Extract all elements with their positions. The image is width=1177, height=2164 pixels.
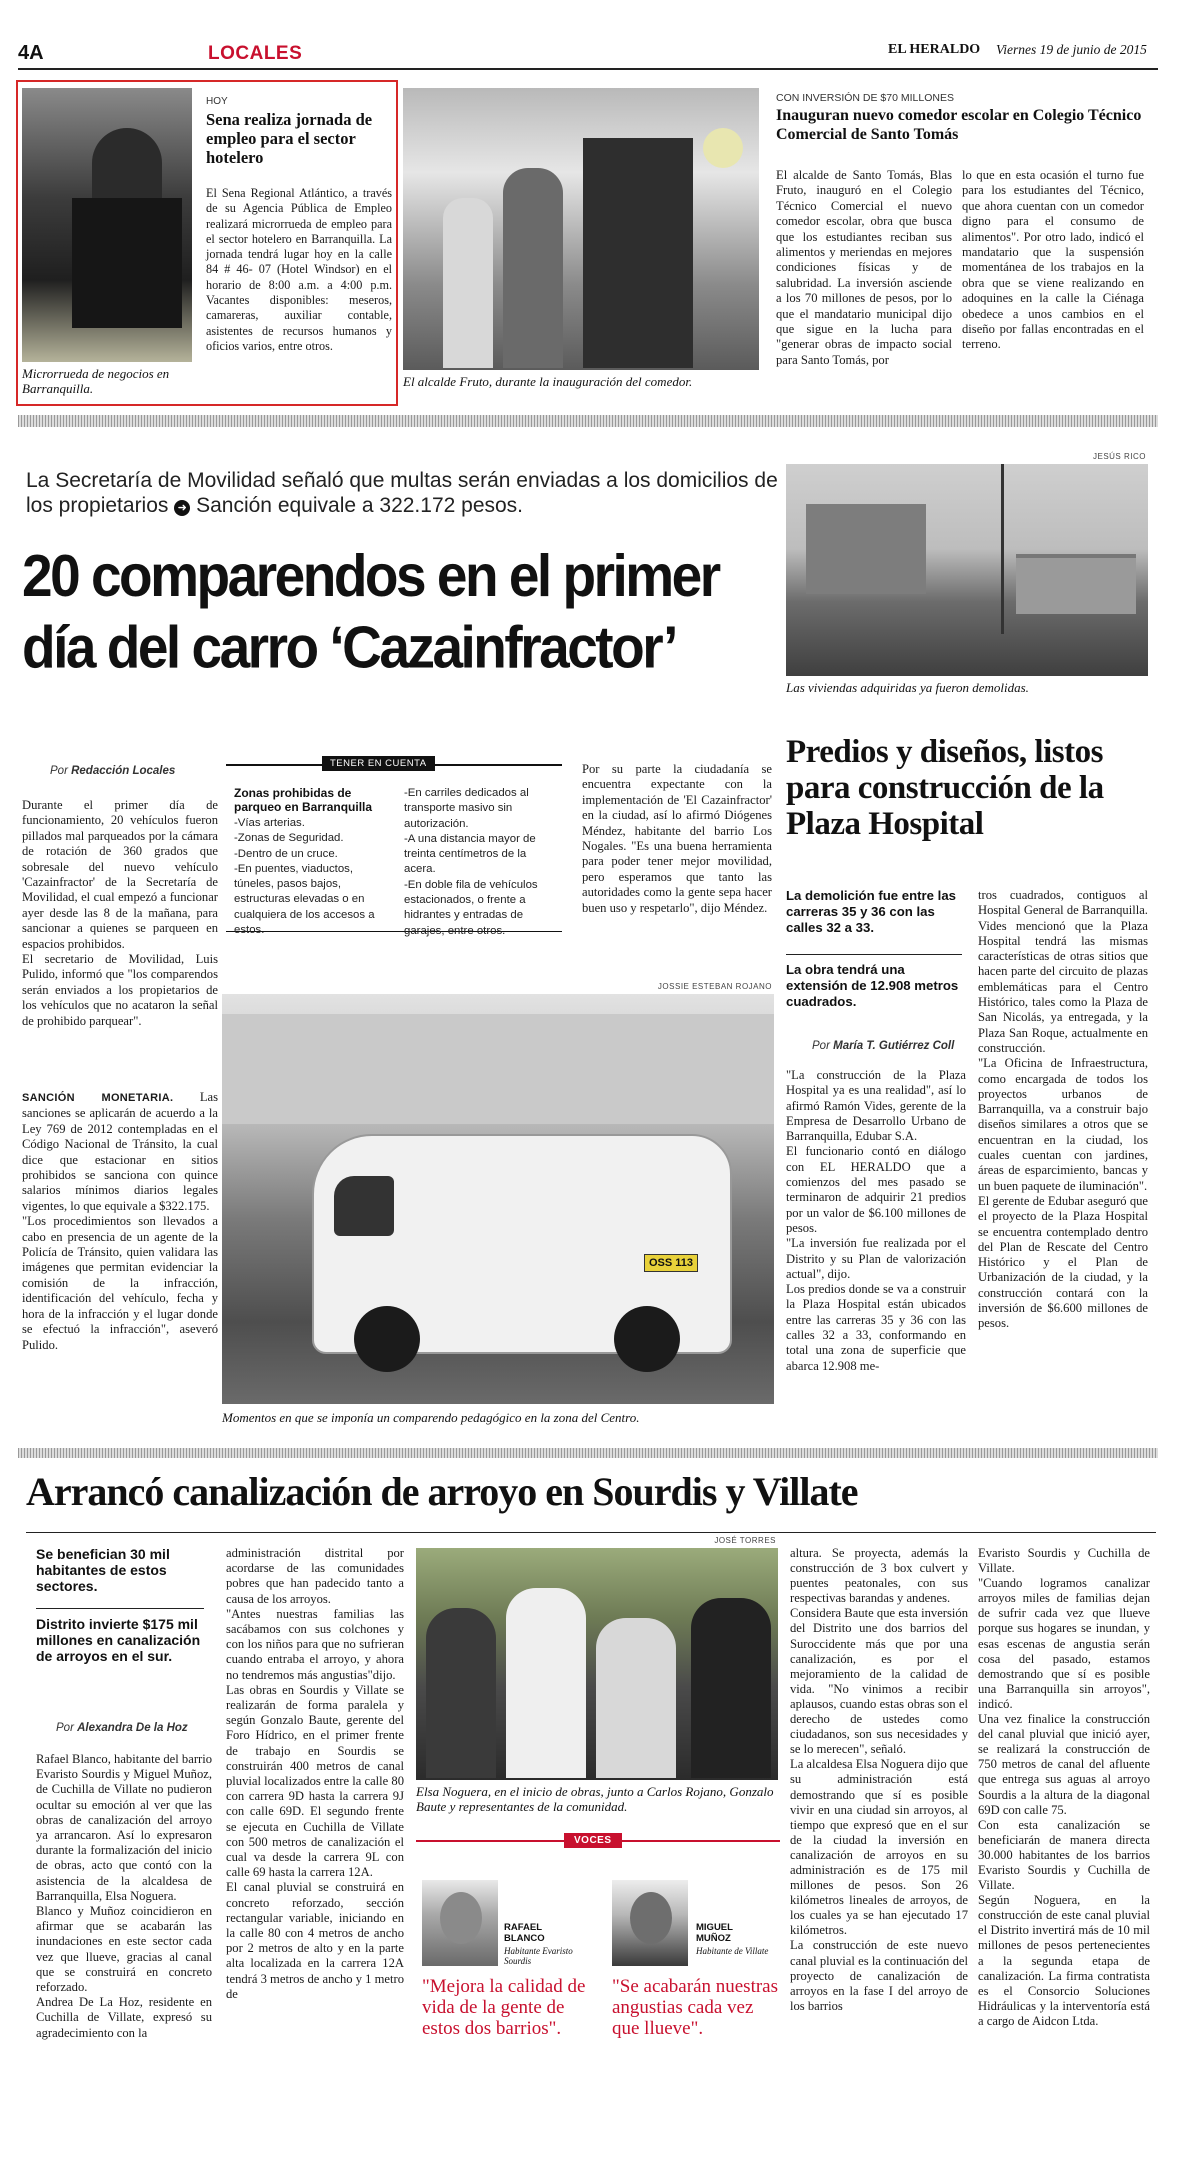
photo-face [440,1892,482,1944]
story-column [790,1546,968,2014]
voice-quote: "Se acabarán nuestras angustias cada vez que llueve". [612,1976,779,2039]
photo-figure [583,138,693,368]
byline-author: María T. Gutiérrez Coll [833,1040,955,1052]
story-headline: Arrancó canalización de arroyo en Sourdis y Villate [26,1469,858,1514]
story-headline: Sena realiza jornada de empleo para el sector hotelero [206,110,373,167]
story-photo-plaza [786,464,1148,676]
paragraph: Evaristo Sourdis y Cuchilla de Villate. [978,1546,1150,1576]
info-box-list-left: -Vías arterias. -Zonas de Seguridad. -Dentro de un cruce. -En puentes, viaductos, túneles, pasos bajos, estructuras elevadas o en cualquiera de los accesos a estos. [234,817,375,937]
section-divider [18,415,1158,427]
paragraph: Las obras en Sourdis y Villate se realizarán de forma paralela y según Gonzalo Baute, gerente del Foro Hídrico, en el primer frente de trabajo en Sourdis se construirán 400 metros de canal pluvial localizados entre la calle 80 con carrera 9D hasta la carrera 9J con calle 69D. El segundo frente se ejecuta en Cuchilla de Villate con 500 metros de canalización el cual va desde la carrera 9L con calle 69 hasta la carrera 12A. [226,1682,404,1880]
arrow-right-icon: ➜ [174,500,190,516]
story-photo-comedor [403,88,759,370]
photo-figure [92,128,162,208]
byline-author: Alexandra De la Hoz [77,1722,188,1734]
paragraph: altura. Se proyecta, además la construcción de 3 box culvert y puentes peatonales, con sus respectivas barandas y andenes. [790,1546,968,1606]
photo-building [806,504,926,594]
page-header [18,40,1158,68]
paragraph: Vides mencionó que la Plaza Hospital tendrá las mismas características de otras sitios que hacen parte del circuito de plazas emblemáticas para el Centro Histórico, tales como la Plaza de San Nicolás, ya entregada, y la Plaza San Roque, actualmente en construcción. [978,918,1148,1055]
header-rule [18,68,1158,70]
paragraph: Considera Baute que esta inversión del Distrito une dos barrios del Suroccidente más que por una canalización, es por el mejoramiento de la calidad de vida. "No vinimos a recibir aplausos, cuando estas obras son el derecho de ustedes como ciudadanos, son sus necesidades y se lo merecen", señaló. [790,1606,968,1757]
voice-name: MIGUEL MUÑOZ [696,1922,733,1944]
photo-building [1016,554,1136,614]
page-number: 4A [18,42,44,64]
photo-credit: JOSSIE ESTEBAN ROJANO [657,982,772,991]
paragraph: tros cuadrados, contiguos al Hospital General de Barranquilla. [978,888,1148,918]
story-column [22,798,218,1029]
photo-figure [703,128,743,168]
info-box-title: Zonas prohibidas de parqueo en Barranquilla [234,786,373,814]
info-box-label: TENER EN CUENTA [322,756,435,771]
photo-figure [426,1608,496,1778]
subhead: SANCIÓN MONETARIA. [22,1092,174,1104]
story-column: Por su parte la ciudadanía se encuentra expectante con la implementación de 'El Cazainfractor' en la ciudad, así lo afirmó Diógenes Méndez, habitante del barrio Los Nogales. "Es una buena herramienta para poder tener mejor movilidad, pero esperamos que tanto las autoridades como la gente sepa hacer buen uso y respetarlo", dijo Méndez. [582,762,772,915]
paragraph: Según Noguera, en la construcción de este canal pluvial el Distrito invertirá más de 10 mil millones de pesos pertenecientes a la segunda etapa de canalización. La firma contratista es el Consorcio Soluciones Hidráulicas y la interventoría está a cargo de Aidcon Ltda. [978,1893,1150,2028]
story-deck: La obra tendrá una extensión de 12.908 metros cuadrados. [786,962,959,1009]
deck-highlight: Sanción equivale a 322.172 pesos. [196,494,524,517]
paragraph: El funcionario contó en diálogo con EL HERALDO que a comienzos del mes pasado se terminaron de adquirir 21 predios por un valor de $6.100 millones de pesos. [786,1144,966,1235]
story-column [786,1068,966,1374]
byline-prefix: Por [812,1040,830,1052]
byline [50,765,175,777]
story-photo-arroyo [416,1548,778,1780]
byline-prefix: Por [50,765,68,777]
story-headline: Inauguran nuevo comedor escolar en Colegio Técnico Comercial de Santo Tomás [776,107,1142,143]
photo-caption: El alcalde Fruto, durante la inauguración del comedor. [403,374,693,389]
paragraph: La alcaldesa Elsa Noguera dijo que su administración está demostrando que sí es posible vivir en una ciudad sin arroyos, al tiempo que expresó que en el sur de la ciudad la inversión en canalización de arroyos en su administración es de 175 mil millones de pesos. Son 26 kilómetros lineales de arroyos, de los cuales ya se han ejecutado 17 kilómetros. [790,1757,968,1938]
photo-figure [72,198,182,328]
headline-rule [26,1532,1156,1533]
photo-van [312,1134,732,1354]
paragraph: "Los procedimientos son llevados a cabo en presencia de un agente de la Policía de Tránsito, quien validara las imágenes que permitan evidenciar la comisión de la infracción, identificación del vehículo, fecha y hora de la infracción y el lugar donde se efectuó la infracción", aseveró Pulido. [22,1214,218,1352]
section-divider [18,1448,1158,1458]
story-deck: Se benefician 30 mil habitantes de estos sectores. [36,1546,170,1594]
story-column: lo que en esta ocasión el turno fue para los estudiantes del Técnico, que ahora cuentan con un comedor digno para el consumo de alimentos". Por otro lado, indicó el mandatario que la suspensión momentánea de los trabajos en la obra que se viene realizando en adoquines en la calle la Ciénaga obedece a unos cambios en el diseño por fallas encontradas en el terreno. [962,168,1144,352]
paragraph: Durante el primer día de funcionamiento, 20 vehículos fueron pillados mal parqueados por la cámara de rotación de 360 grados que sobresale del nuevo vehículo 'Cazainfractor' de la Secretaría de Movilidad, el cual empezó a funcionar ayer desde las 8 de la mañana, para sancionar a quienes se parqueen en espacios prohibidos. [22,798,218,951]
photo-face [630,1892,672,1944]
paragraph: administración distrital por acordarse de las comunidades pobres que han padecido tanto a causa de los arroyos. [226,1546,404,1606]
story-kicker: CON INVERSIÓN DE $70 MILLONES [776,92,954,104]
issue-date: Viernes 19 de junio de 2015 [996,42,1147,57]
photo-caption: Elsa Noguera, en el inicio de obras, junto a Carlos Rojano, Gonzalo Baute y representantes de la comunidad. [416,1784,774,1814]
story-deck: La demolición fue entre las carreras 35 y 36 con las calles 32 a 33. [786,888,957,935]
photo-credit: JOSÉ TORRES [714,1536,776,1545]
person-photo-miguel [612,1880,688,1966]
story-headline: Predios y diseños, listos para construcción de la Plaza Hospital [786,734,1104,842]
photo-van-wheel [614,1306,680,1372]
photo-figure [596,1618,676,1778]
paragraph: "La inversión fue realizada por el Distrito y su Plan de valorización actual", dijo. [786,1236,966,1281]
paragraph: Con esta canalización se beneficiarán de manera directa 30.000 habitantes de los barrios Evaristo Sourdis y Cuchilla de Villate. [978,1817,1150,1893]
photo-figure [691,1598,771,1778]
story-column: El alcalde de Santo Tomás, Blas Fruto, inauguró en el Colegio Técnico Comercial el nuevo comedor escolar, obra que busca que los estudiantes reciban sus alimentos y meriendas en mejores condiciones físicas y de salubridad. La inversión asciende a los 70 millones de pesos, por lo que el mandatario municipal dijo que sigue en la lucha para "generar obras de impacto social para Santo Tomás, por [776,168,952,367]
newspaper-name: EL HERALDO [888,42,981,57]
paragraph: El gerente de Edubar aseguró que el proyecto de la Plaza Hospital se encuentra contemplado dentro del Plan de Rescate del Centro Histórico y el Plan de Urbanización de la ciudad, y la construcción contará con la inversión de $6.600 millones de pesos. [978,1193,1148,1331]
story-column [36,1752,212,2041]
byline [56,1722,188,1734]
story-column [978,888,1148,1332]
photo-caption: Las viviendas adquiridas ya fueron demolidas. [786,680,1029,695]
photo-figure [506,1588,586,1778]
story-column [22,1090,218,1353]
paragraph: Rafael Blanco, habitante del barrio Evaristo Sourdis y Miguel Muñoz, de Cuchilla de Villate no pudieron ocultar su emoción al ver que las obras de canalización del arroyo ya arrancaron. Así lo expresaron durante la formalización del inicio de obras, acto que contó con la asistencia de la alcaldesa de Barranquilla, Elsa Noguera. [36,1752,212,1903]
voices-box [416,1835,780,2130]
story-photo-sena [22,88,192,362]
voice-role: Habitante Evaristo Sourdis [504,1946,573,1966]
voice-role: Habitante de Villate [696,1946,769,1956]
paragraph: Una vez finalice la construcción del canal pluvial que inició ayer, se realizará la construcción de 750 metros de canal del afluente que entrega sus aguas al arroyo Sourdis a la altura de la diagonal 69D con calle 75. [978,1712,1150,1817]
story-kicker: HOY [206,96,228,107]
paragraph: Andrea De La Hoz, residente en Cuchilla de Villate, expresó su agradecimiento con la [36,1995,212,2040]
paragraph: Blanco y Muñoz coincidieron en afirmar que se acabarán las inundaciones en este sector cada vez que llueve, gracias al canal que se construirá en concreto reforzado. [36,1904,212,1995]
story-deck: Distrito invierte $175 mil millones en canalización de arroyos en el sur. [36,1616,201,1664]
main-headline: 20 comparendos en el primer día del carro ‘Cazainfractor’ [22,542,719,681]
info-box [226,758,562,937]
paragraph: Los predios donde se va a construir la Plaza Hospital están ubicados entre las carreras 35 y 36 con las calles 32 a 33, conformando en total una zona de superficie que abarca 12.908 me- [786,1282,966,1373]
story-column [226,1546,404,2002]
voice-name: RAFAEL BLANCO [504,1922,545,1944]
byline-author: Redacción Locales [71,765,176,777]
story-photo-cazainfractor [222,994,774,1404]
photo-figure [503,168,563,368]
photo-caption: Microrrueda de negocios en Barranquilla. [22,366,170,396]
paragraph: "Cuando logramos canalizar arroyos miles de familias dejan de sufrir cada vez que llueve porque sus hogares se inundan, y esas escenas de angustia serán cosa del pasado, estamos demostrando que sí es posible una Barranquilla sin arroyos", indicó. [978,1576,1150,1711]
paragraph: "Antes nuestras familias las sacábamos con sus colchones y con los niños para que no sufrieran cuando entraba el arroyo, y ahora no tendremos más angustias"dijo. [226,1606,404,1682]
paragraph: "La Oficina de Infraestructura, como encargada de todos los proyectos urbanos de Barranquilla, va a construir bajo diseños similares a otros que se encuentran en la ciudad, los cuales cuentan con jardines, áreas de esparcimiento, bancas y un buen paquete de iluminación". [978,1056,1148,1193]
deck-text: La Secretaría de Movilidad señaló que multas serán enviadas a los domicilios de los propietarios [26,469,778,517]
byline-prefix: Por [56,1722,74,1734]
paragraph: El secretario de Movilidad, Luis Pulido, informó que "los comparendos serán enviados a los propietarios de los vehículos que no acataron la señal de prohibido parquear". [22,952,218,1028]
photo-building [222,1014,774,1124]
story-deck [26,468,786,518]
story-body: El Sena Regional Atlántico, a través de su Agencia Pública de Empleo realizará microrrueda de empleo para el sector hotelero en Barranquilla. La jornada tendrá lugar hoy en la calle 84 # 46- 07 (Hotel Windsor) en el horario de 8:00 a.m. a 4:00 p.m. Vacantes disponibles: meseros, camareras, auxiliar contable, asistentes de recursos humanos y oficios varios, entre otros. [206,186,392,353]
byline [812,1040,954,1052]
paragraph: La construcción de este nuevo canal pluvial es la continuación del proyecto de canalización de arroyos en la fase I del arroyo de los barrios [790,1938,968,2013]
section-label: LOCALES [208,43,303,64]
photo-van-window [334,1176,394,1236]
info-box-list-right: -En carriles dedicados al transporte masivo sin autorización. -A una distancia mayor de treinta centímetros de la acera. -En doble fila de vehículos estacionados, o frente a hidrantes y entradas de garajes, entre otros. [404,787,538,937]
voices-label: VOCES [564,1833,622,1848]
photo-figure [443,198,493,368]
photo-credit: JESÚS RICO [1092,452,1146,461]
person-photo-rafael [422,1880,498,1966]
voice-quote: "Mejora la calidad de vida de la gente de estos dos barrios". [422,1976,586,2039]
paragraph: "La construcción de la Plaza Hospital ya es una realidad", así lo afirmó Ramón Vides, gerente de la Empresa de Desarrollo Urbano de Barranquilla, Edubar S.A. [786,1068,966,1144]
paragraph [22,1090,218,1214]
photo-pole [1001,464,1004,634]
photo-caption: Momentos en que se imponía un comparendo pedagógico en la zona del Centro. [222,1410,640,1425]
story-column [978,1546,1150,2029]
license-plate: OSS 113 [644,1254,698,1272]
deck-divider [786,954,962,955]
photo-van-wheel [354,1306,420,1372]
paragraph-text: Las sanciones se aplicarán de acuerdo a la Ley 769 de 2012 contempladas en el Código Nacional de Tránsito, la cual dice que estacionar en sitios prohibidos se sanciona con quince salarios mínimos diarios legales vigentes, lo que equivale a $322.175. [22,1090,218,1213]
deck-divider [36,1608,204,1609]
paragraph: El canal pluvial se construirá en concreto reforzado, sección rectangular variable, iniciando en la calle 80 con 4 metros de ancho por 2 metros de alto y en la parte alta localizada en la carrera 12A tendrá 3 metros de ancho y 1 metro de [226,1880,405,2001]
